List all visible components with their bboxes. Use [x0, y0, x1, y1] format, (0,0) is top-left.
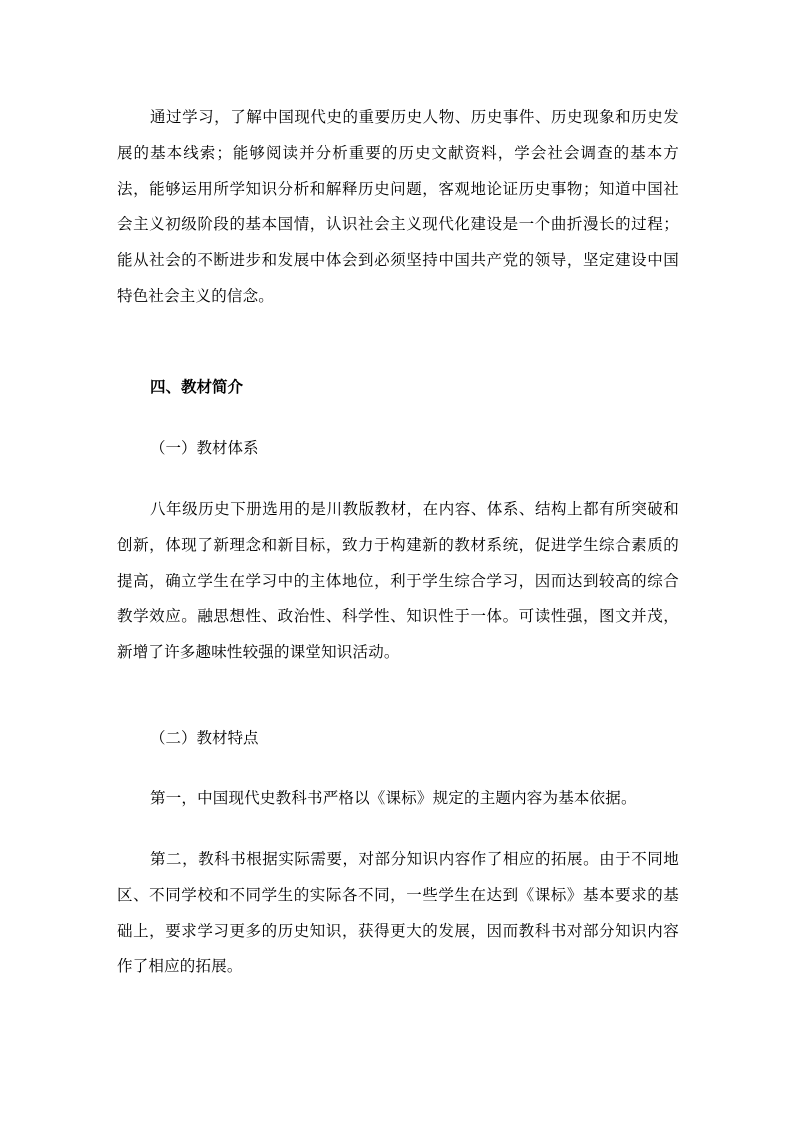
feature-two-paragraph: 第二，教科书根据实际需要，对部分知识内容作了相应的拓展。由于不同地区、不同学校和不同学生的实际各不同，一些学生在达到《课标》基本要求的基础上，要求学习更多的历史知识，获得更大的发展，因而教科书对部分知识内容作了相应的拓展。: [117, 850, 679, 976]
feature-one-paragraph: 第一，中国现代史教科书严格以《课标》规定的主题内容为基本依据。: [150, 789, 637, 807]
subheading-textbook-system: （一）教材体系: [150, 439, 259, 457]
subheading-textbook-features: （二）教材特点: [150, 729, 259, 747]
textbook-system-paragraph: 八年级历史下册选用的是川教版教材，在内容、体系、结构上都有所突破和创新，体现了新理念和新目标，致力于构建新的教材系统，促进学生综合素质的提高，确立学生在学习中的主体地位，利于学生综合学习，因而达到较高的综合教学效应。融思想性、政治性、科学性、知识性于一体。可读性强，图文并茂，新增了许多趣味性较强的课堂知识活动。: [117, 500, 679, 662]
section-heading-textbook-intro: 四、教材简介: [150, 378, 244, 396]
objectives-paragraph: 通过学习，了解中国现代史的重要历史人物、历史事件、历史现象和历史发展的基本线索；能够阅读并分析重要的历史文献资料，学会社会调查的基本方法，能够运用所学知识分析和解释历史问题，客观地论证历史事物；知道中国社会主义初级阶段的基本国情，认识社会主义现代化建设是一个曲折漫长的过程；能从社会的不断进步和发展中体会到必须坚持中国共产党的领导，坚定建设中国特色社会主义的信念。: [117, 108, 679, 305]
